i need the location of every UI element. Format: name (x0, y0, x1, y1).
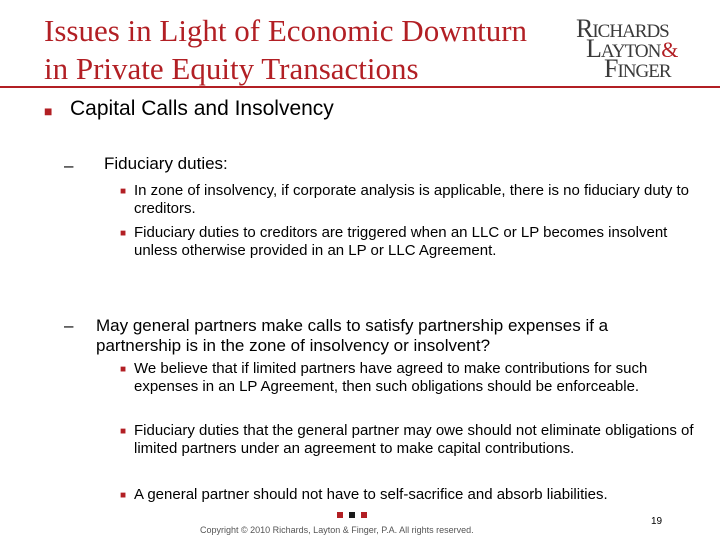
square-bullet-icon: ■ (120, 426, 127, 437)
dot-icon (361, 512, 367, 518)
section2-bullet-1: We believe that if limited partners have agreed to make contributions for such expenses in an LP Agreement, then such obligations should be enforceable. (134, 360, 648, 395)
section2-bullet-2: Fiduciary duties that the general partner may owe should not eliminate obligations of limited partners under an agreement to make capital contributions. (134, 422, 694, 457)
square-bullet-icon: ■ (120, 490, 127, 501)
company-logo (574, 14, 694, 83)
dash-bullet-icon: – (64, 316, 74, 335)
title-line-1: Issues in Light of Economic Downturn (44, 13, 528, 48)
square-bullet-icon: ■ (120, 364, 127, 375)
square-bullet-icon: ■ (44, 103, 53, 119)
logo-line-2: LAYTON& (586, 34, 678, 63)
footer-copyright: Copyright © 2010 Richards, Layton & Finger, P.A. All rights reserved. (200, 525, 474, 535)
section1-label: Fiduciary duties: (104, 154, 228, 173)
section2-bullet-3: A general partner should not have to self-sacrifice and absorb liabilities. (134, 486, 608, 503)
title-divider (0, 86, 720, 88)
square-bullet-icon: ■ (120, 228, 127, 239)
logo-line-3: FINGER (604, 54, 671, 83)
dot-icon (349, 512, 355, 518)
section2-label: May general partners make calls to satisfy partnership expenses if a partnership is in the zone of insolvency or insolvent? (96, 316, 609, 355)
section1-bullet-1: In zone of insolvency, if corporate analysis is applicable, there is no fiduciary duty to creditors. (134, 182, 690, 217)
logo-line-1: RICHARDS (576, 14, 669, 43)
dot-icon (337, 512, 343, 518)
dash-bullet-icon: – (64, 156, 74, 175)
slide-title (44, 12, 564, 88)
section1-bullet-2: Fiduciary duties to creditors are triggered when an LLC or LP becomes insolvent unless otherwise provided in an LP or LLC Agreement. (134, 224, 668, 259)
square-bullet-icon: ■ (120, 186, 127, 197)
page-number: 19 (651, 516, 663, 527)
title-line-2: in Private Equity Transactions (44, 51, 419, 86)
footer-dots (337, 512, 377, 520)
